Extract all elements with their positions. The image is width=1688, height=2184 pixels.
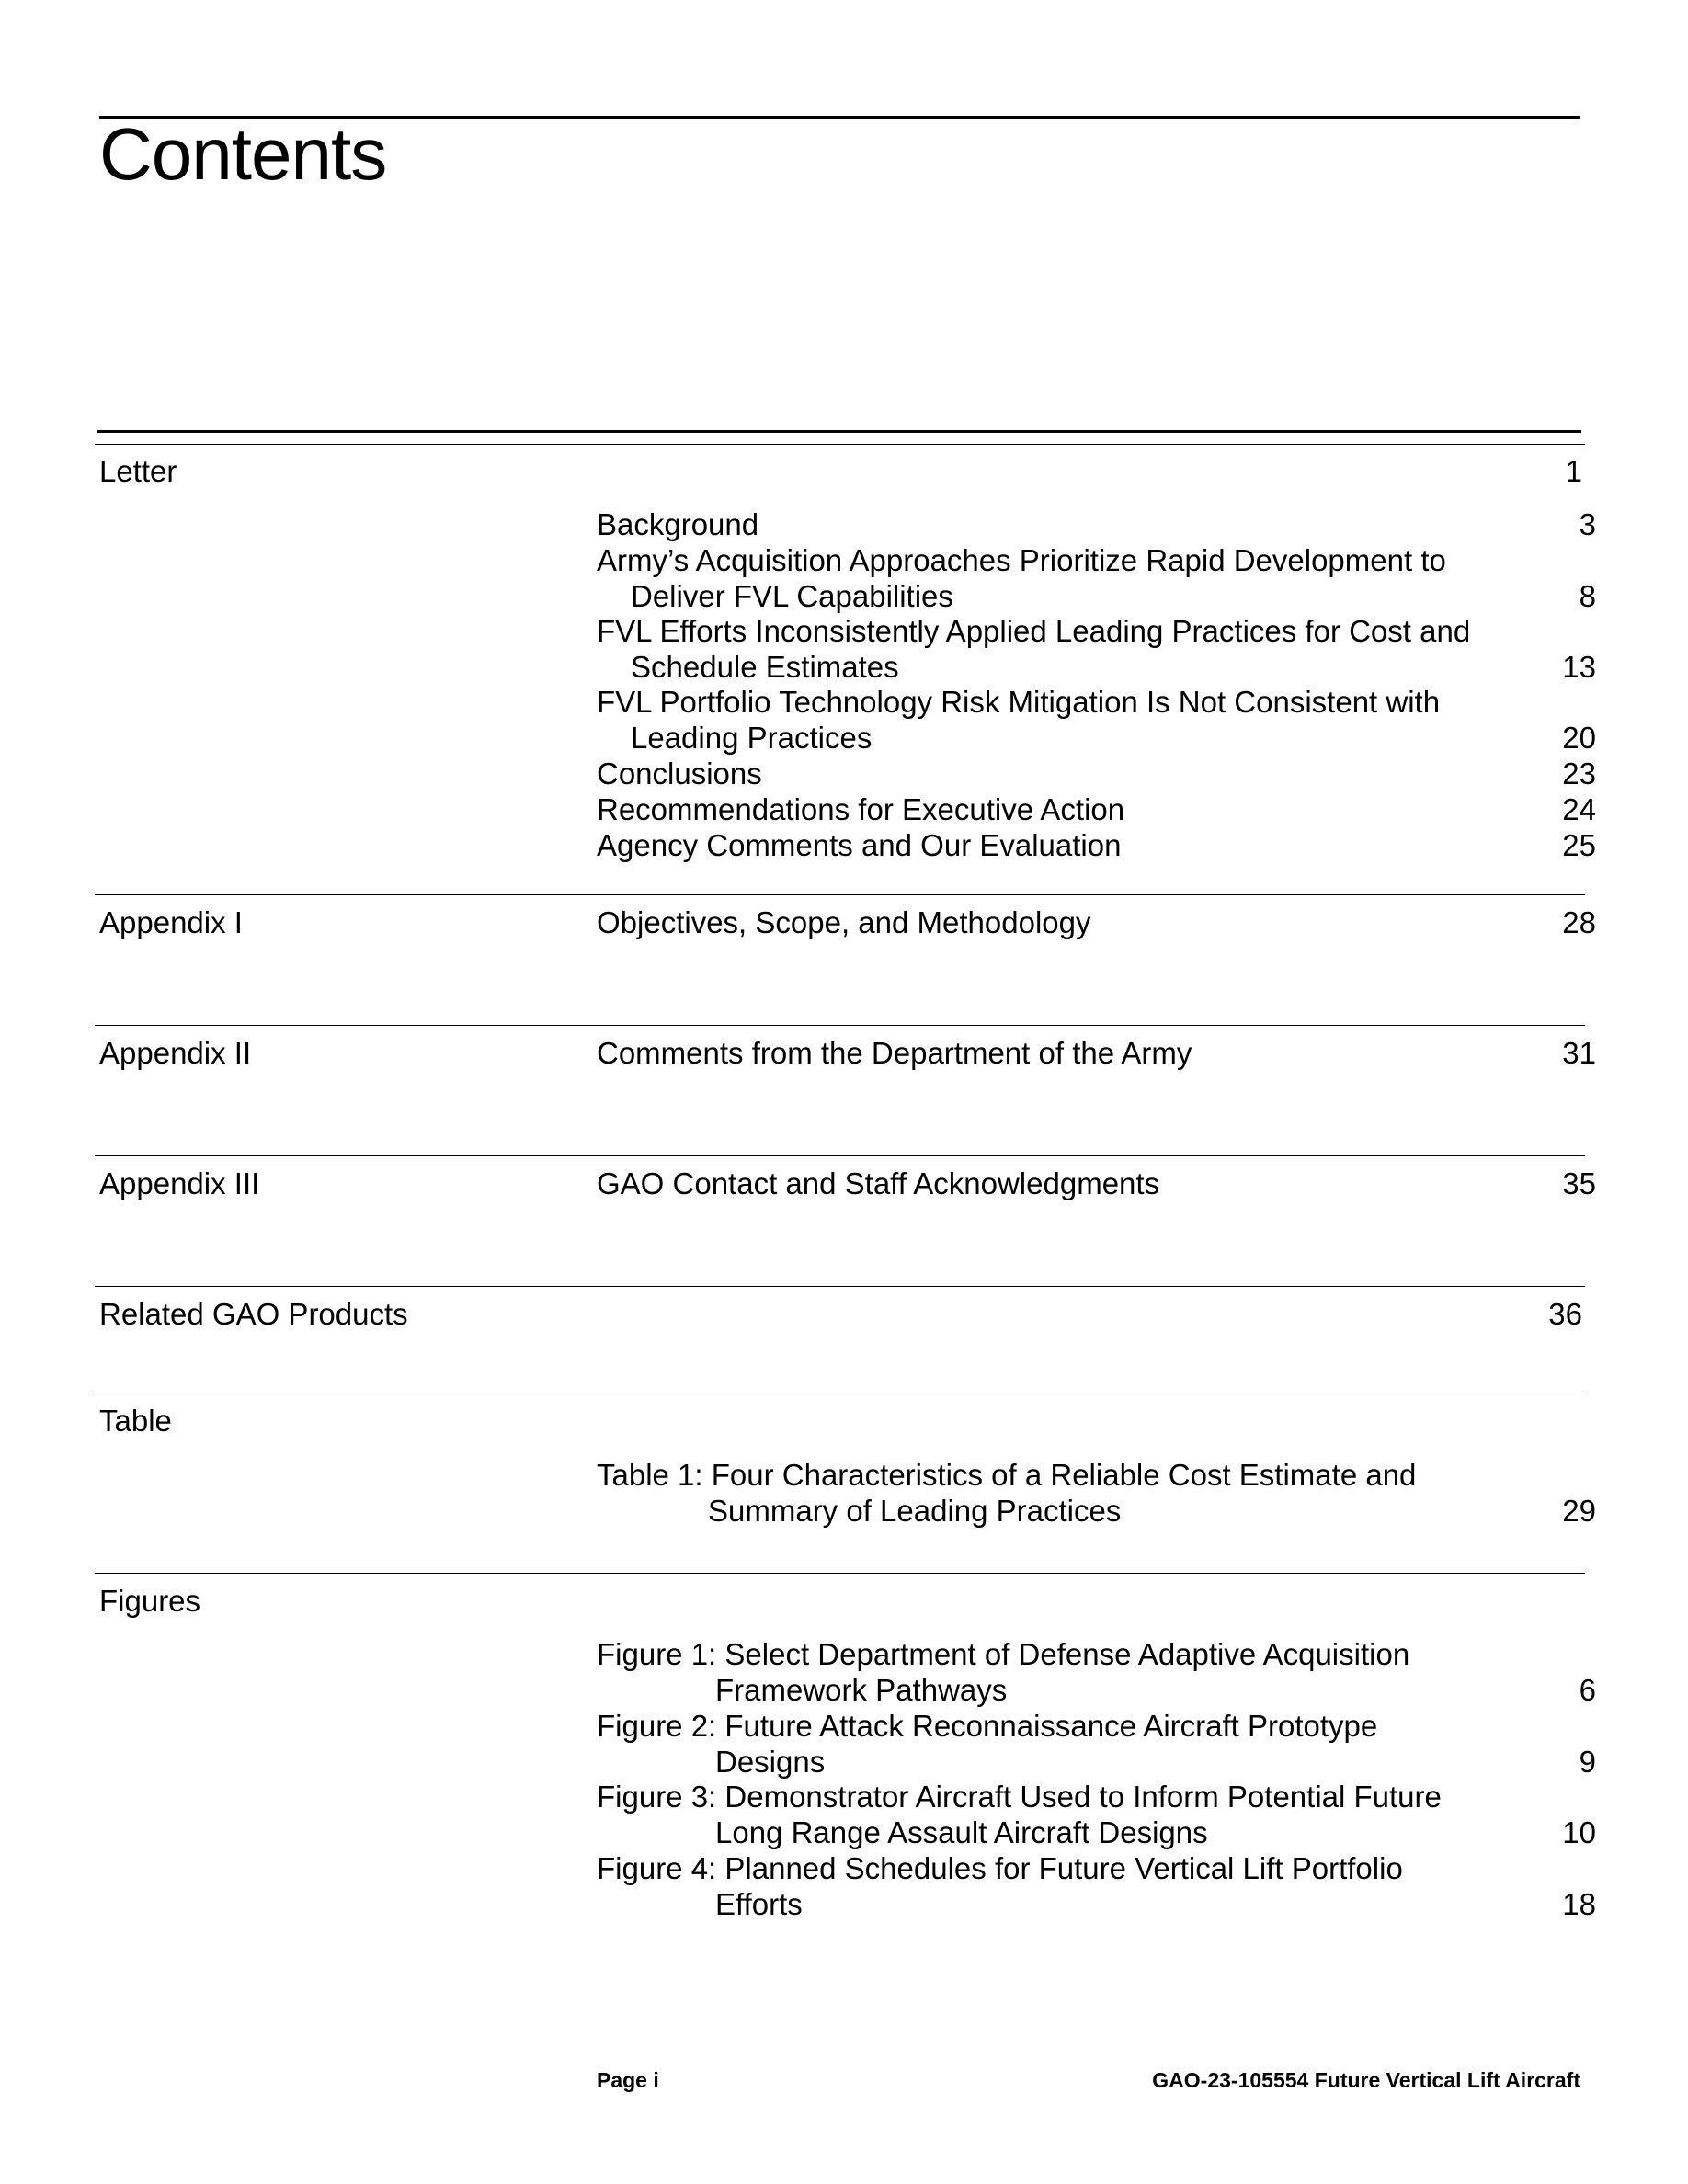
toc-entry-page: 9 [1579,1745,1596,1779]
letter-label: Letter [99,454,177,488]
toc-entry-figure-4[interactable] [597,1850,1596,1922]
toc-top-rule-thin [95,444,1585,445]
toc-entry-figure-2[interactable] [597,1708,1596,1780]
toc-entry-background[interactable] [597,506,1596,542]
toc-entry-title: Agency Comments and Our Evaluation [597,828,1122,862]
toc-entry-title: Figure 2: Future Attack Reconnaissance Aircraft Prototype [597,1709,1378,1743]
toc-entry-page: 3 [1579,507,1596,541]
toc-entry-title: Objectives, Scope, and Methodology [597,905,1091,939]
toc-entry-page: 29 [1562,1494,1596,1528]
section-divider [95,1155,1585,1156]
figures-section-label: Figures [99,1584,201,1618]
toc-entry-title: Figure 4: Planned Schedules for Future Vertical Lift Portfolio [597,1851,1403,1885]
toc-entry-page: 35 [1562,1166,1596,1200]
toc-entry-table-1[interactable] [597,1457,1596,1529]
footer-report-title: GAO-23-105554 Future Vertical Lift Aircraft [1152,2068,1580,2092]
toc-entry-title: Conclusions [597,756,762,791]
toc-entry-page: 25 [1562,828,1596,862]
section-divider [95,1286,1585,1287]
toc-entry-page: 31 [1562,1036,1596,1070]
toc-entry-title: Table 1: Four Characteristics of a Reliable Cost Estimate and [597,1458,1417,1492]
toc-entry-title: Figure 1: Select Department of Defense Adaptive Acquisition [597,1637,1410,1671]
page-title: Contents [99,113,387,195]
toc-entry-appendix-1[interactable] [597,904,1596,940]
toc-entry-title-cont: Efforts [715,1887,803,1921]
toc-entry-title-cont: Schedule Estimates [631,650,899,684]
toc-entry-title: Background [597,507,759,541]
appendix-3-label: Appendix III [99,1166,260,1200]
toc-entry-appendix-2[interactable] [597,1035,1596,1071]
toc-entry-recommendations[interactable] [597,791,1596,827]
related-products-label[interactable]: Related GAO Products [99,1297,408,1331]
toc-entry-title: FVL Portfolio Technology Risk Mitigation Is Not Consistent with [597,685,1441,719]
toc-entry-page: 18 [1562,1887,1596,1921]
toc-entry-title-cont: Summary of Leading Practices [708,1494,1122,1528]
toc-entry-page: 10 [1562,1815,1596,1849]
toc-entry-acquisition-approaches[interactable] [597,542,1596,614]
footer-page-label: Page i [597,2068,659,2092]
letter-page: 1 [1565,454,1582,488]
toc-entry-title: FVL Efforts Inconsistently Applied Leading Practices for Cost and [597,614,1471,648]
toc-entry-page: 24 [1562,792,1596,826]
section-divider [95,1573,1585,1574]
toc-entry-cost-schedule[interactable] [597,613,1596,685]
section-divider [95,1025,1585,1026]
toc-entry-title-cont: Framework Pathways [715,1673,1008,1707]
section-divider [95,894,1585,895]
toc-entry-agency-comments[interactable] [597,827,1596,863]
toc-entry-title: Recommendations for Executive Action [597,792,1125,826]
toc-entry-title-cont: Leading Practices [631,721,873,755]
toc-top-rule-thick [97,430,1581,433]
toc-entry-title: Figure 3: Demonstrator Aircraft Used to Inform Potential Future [597,1780,1442,1814]
appendix-1-label: Appendix I [99,905,243,939]
toc-entry-page: 28 [1562,905,1596,939]
appendix-2-label: Appendix II [99,1036,252,1070]
toc-entry-page: 20 [1562,721,1596,755]
toc-entry-appendix-3[interactable] [597,1166,1596,1201]
toc-entry-title: Comments from the Department of the Army [597,1036,1192,1070]
toc-entry-page: 23 [1562,756,1596,791]
toc-entry-page: 13 [1562,650,1596,684]
toc-entry-title: GAO Contact and Staff Acknowledgments [597,1166,1160,1200]
toc-entry-technology-risk[interactable] [597,684,1596,756]
toc-entry-page: 8 [1579,579,1596,613]
toc-entry-figure-3[interactable] [597,1779,1596,1850]
toc-entry-figure-1[interactable] [597,1636,1596,1708]
related-products-page: 36 [1548,1297,1582,1331]
toc-entry-page: 6 [1579,1673,1596,1707]
toc-entry-conclusions[interactable] [597,756,1596,791]
toc-entry-title: Army’s Acquisition Approaches Prioritize Rapid Development to [597,543,1446,577]
toc-entry-title-cont: Long Range Assault Aircraft Designs [715,1815,1208,1849]
toc-entry-title-cont: Designs [715,1745,826,1779]
table-section-label: Table [99,1404,172,1438]
toc-entry-title-cont: Deliver FVL Capabilities [631,579,953,613]
